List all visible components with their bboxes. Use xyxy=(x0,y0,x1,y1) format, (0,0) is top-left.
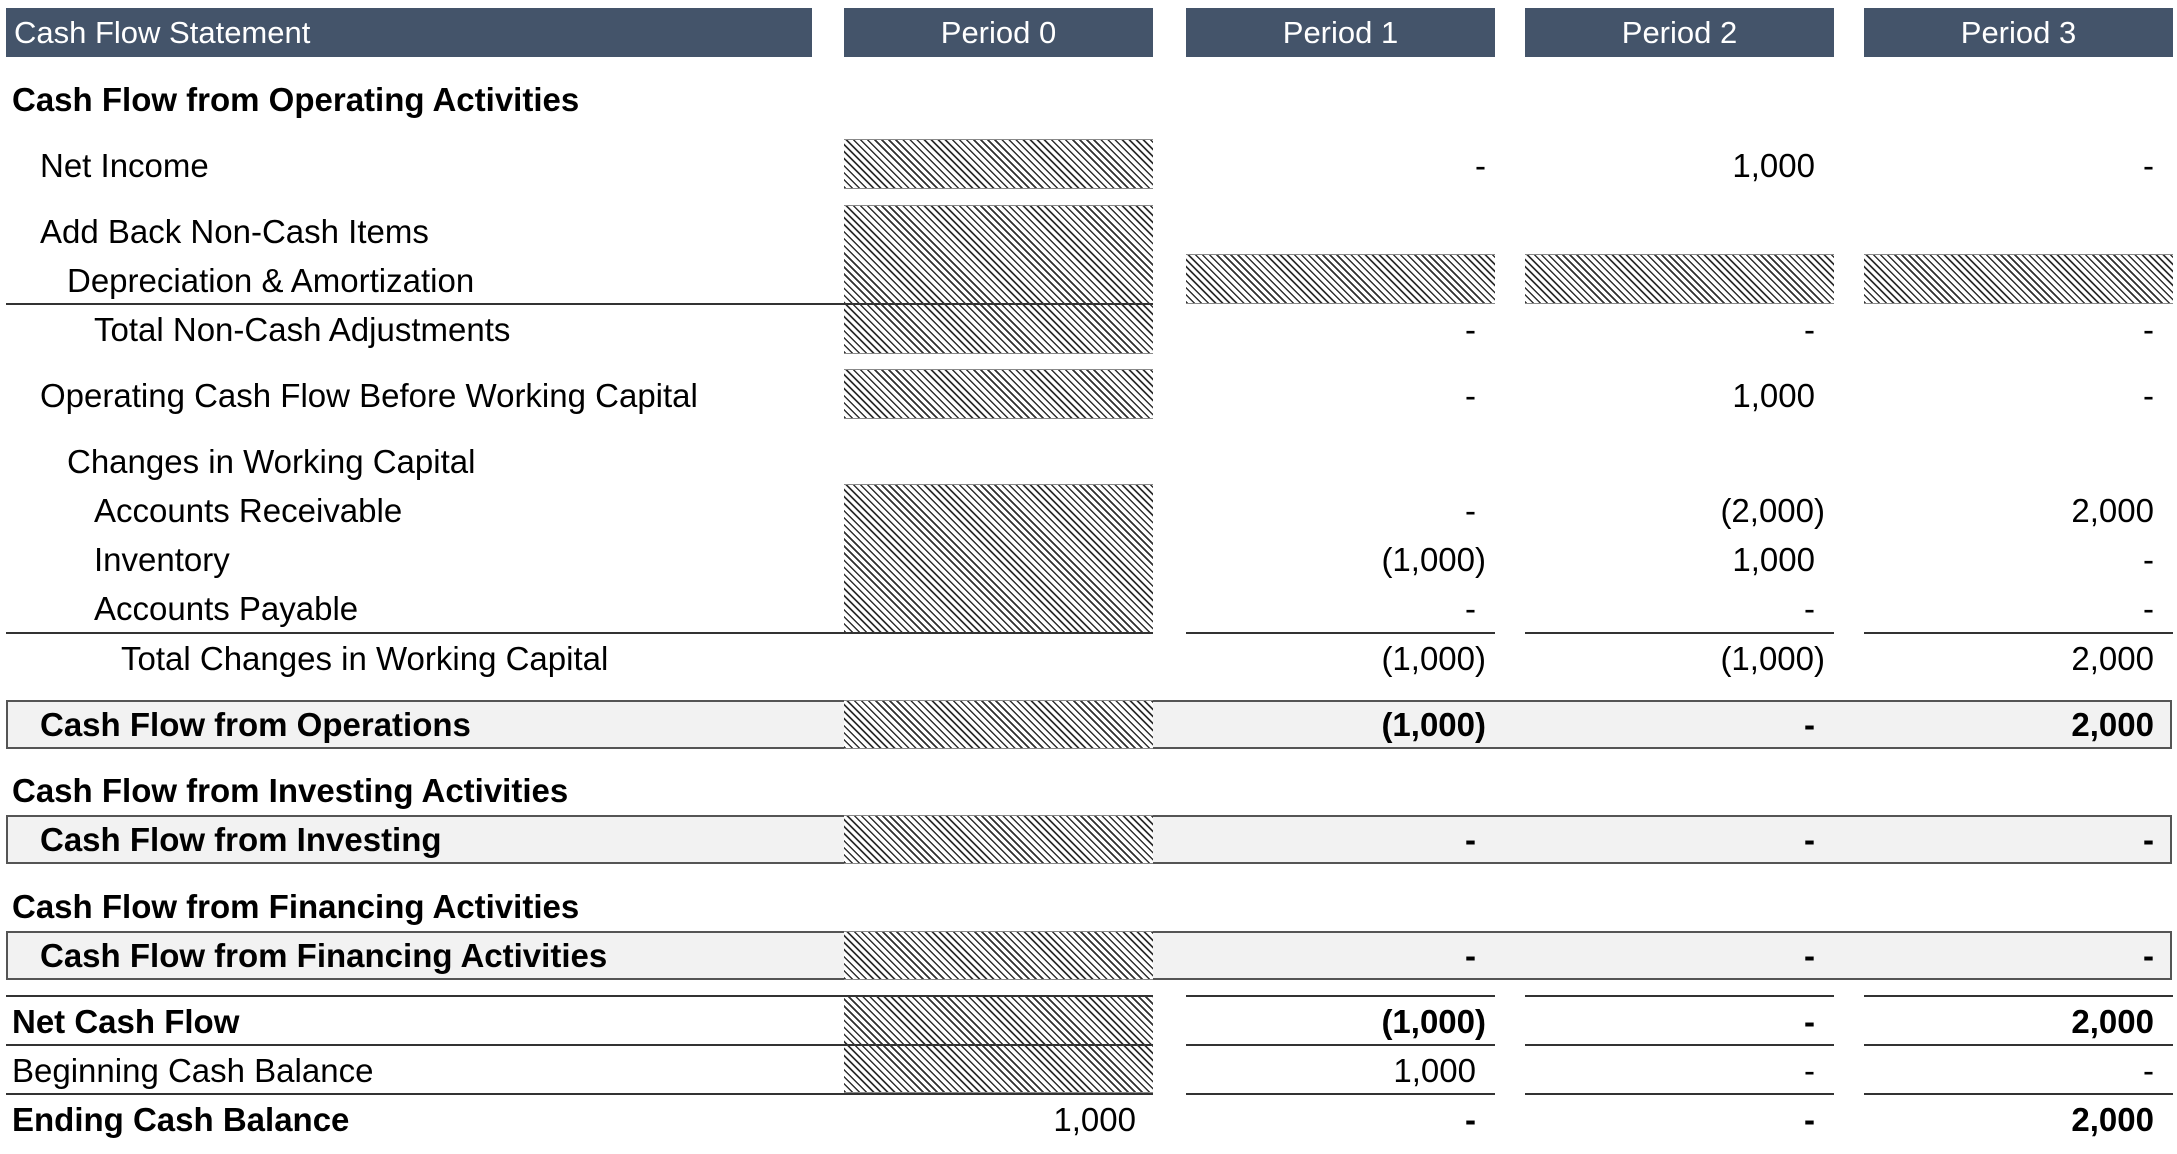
row-label: Ending Cash Balance xyxy=(12,1101,350,1138)
section-investing-header xyxy=(0,766,2177,815)
period-2-value: 1,000 xyxy=(1732,377,1815,414)
period-2-header: Period 2 xyxy=(1525,8,1834,57)
row-cash-flow-from-operations xyxy=(0,700,2177,749)
row-label: Total Changes in Working Capital xyxy=(121,640,609,677)
period-2-value: - xyxy=(1804,311,1815,348)
period-1-value: - xyxy=(1465,1101,1476,1138)
row-label: Changes in Working Capital xyxy=(67,443,476,480)
period-1-value: (1,000) xyxy=(1381,1003,1486,1040)
row-label: Beginning Cash Balance xyxy=(12,1052,374,1089)
row-label: Operating Cash Flow Before Working Capital xyxy=(40,377,698,414)
row-label: Add Back Non-Cash Items xyxy=(40,213,429,250)
row-accounts-payable xyxy=(0,584,2177,633)
period-2-value: - xyxy=(1804,1101,1815,1138)
period-3-value: 2,000 xyxy=(2071,1003,2154,1040)
period-1-value: 1,000 xyxy=(1393,1052,1476,1089)
period-1-value: - xyxy=(1465,821,1476,858)
period-1-value: - xyxy=(1465,311,1476,348)
period-2-value: (2,000) xyxy=(1720,492,1825,529)
period-1-value: - xyxy=(1465,377,1476,414)
row-label: Accounts Receivable xyxy=(94,492,403,529)
row-accounts-receivable xyxy=(0,486,2177,535)
row-cash-flow-from-financing xyxy=(0,931,2177,980)
row-label: Cash Flow from Financing Activities xyxy=(40,937,608,974)
period-1-value: - xyxy=(1475,147,1486,184)
period-0-value: 1,000 xyxy=(1053,1101,1136,1138)
period-3-value: 2,000 xyxy=(2071,706,2154,743)
statement-title: Cash Flow Statement xyxy=(6,8,812,57)
row-label: Net Cash Flow xyxy=(12,1003,240,1040)
period-1-value: - xyxy=(1465,937,1476,974)
row-label: Cash Flow from Investing Activities xyxy=(12,772,569,809)
row-cash-flow-from-investing xyxy=(0,815,2177,864)
period-1-value: (1,000) xyxy=(1381,706,1486,743)
period-1-value: (1,000) xyxy=(1381,640,1486,677)
period-2-value: (1,000) xyxy=(1720,640,1825,677)
period-3-value: - xyxy=(2143,1052,2154,1089)
period-1-value: (1,000) xyxy=(1381,541,1486,578)
period-3-value: - xyxy=(2143,147,2154,184)
period-1-header: Period 1 xyxy=(1186,8,1495,57)
row-operating-cash-flow-before-wc xyxy=(0,371,2177,420)
row-label: Cash Flow from Operating Activities xyxy=(12,81,580,118)
row-label: Cash Flow from Financing Activities xyxy=(12,888,580,925)
period-2-value: - xyxy=(1804,937,1815,974)
period-3-value: - xyxy=(2143,821,2154,858)
period-3-value: 2,000 xyxy=(2071,492,2154,529)
period-3-value: 2,000 xyxy=(2071,1101,2154,1138)
row-label: Depreciation & Amortization xyxy=(67,262,475,299)
period-1-value: - xyxy=(1465,492,1476,529)
period-3-value: - xyxy=(2143,590,2154,627)
row-label: Cash Flow from Investing xyxy=(40,821,442,858)
period-3-value: - xyxy=(2143,541,2154,578)
row-net-income xyxy=(0,141,2177,190)
section-financing-header xyxy=(0,882,2177,931)
period-2-value: - xyxy=(1804,1003,1815,1040)
row-changes-in-working-capital xyxy=(0,437,2177,486)
row-depreciation-amortization xyxy=(0,256,2177,305)
period-1-value: - xyxy=(1465,590,1476,627)
period-2-value: - xyxy=(1804,1052,1815,1089)
row-inventory xyxy=(0,535,2177,584)
period-2-value: 1,000 xyxy=(1732,147,1815,184)
row-label: Inventory xyxy=(94,541,230,578)
period-2-value: - xyxy=(1804,706,1815,743)
row-label: Cash Flow from Operations xyxy=(40,706,471,743)
period-3-value: - xyxy=(2143,377,2154,414)
period-0-header: Period 0 xyxy=(844,8,1153,57)
row-beginning-cash-balance xyxy=(0,1046,2177,1095)
row-label: Total Non-Cash Adjustments xyxy=(94,311,511,348)
period-3-value: 2,000 xyxy=(2071,640,2154,677)
row-label: Accounts Payable xyxy=(94,590,359,627)
period-3-value: - xyxy=(2143,311,2154,348)
section-operating-header xyxy=(0,75,2177,124)
row-label: Net Income xyxy=(40,147,209,184)
period-2-value: 1,000 xyxy=(1732,541,1815,578)
period-3-header: Period 3 xyxy=(1864,8,2173,57)
period-2-value: - xyxy=(1804,590,1815,627)
row-add-back-non-cash xyxy=(0,207,2177,256)
row-ending-cash-balance xyxy=(0,1095,2177,1144)
period-2-value: - xyxy=(1804,821,1815,858)
row-net-cash-flow xyxy=(0,997,2177,1046)
row-total-changes-in-wc xyxy=(0,634,2177,683)
row-total-non-cash-adjustments xyxy=(0,305,2177,354)
period-3-value: - xyxy=(2143,937,2154,974)
